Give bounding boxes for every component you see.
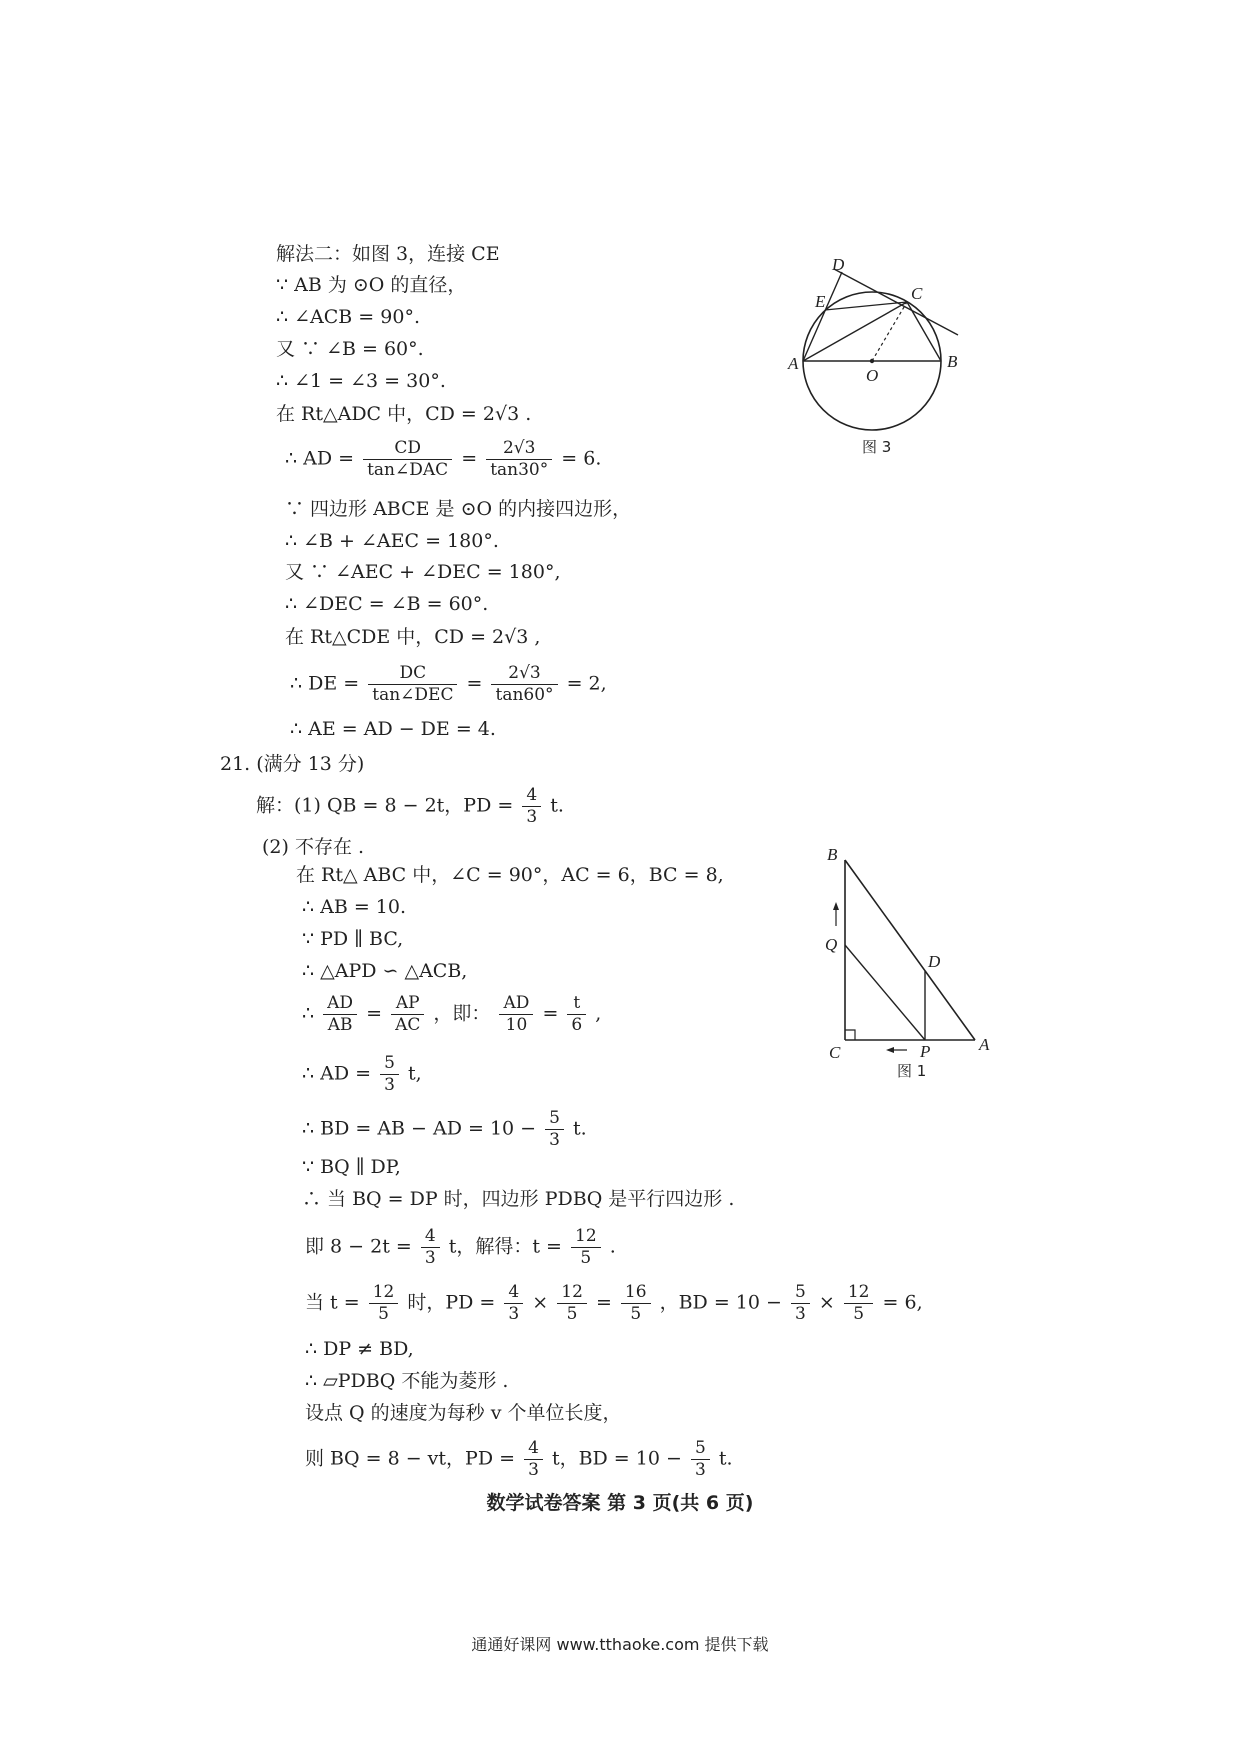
q21-line-7: ∴ $\frac{AD}{AB}$ = $\frac{AP}{AC}$ ，即： $\frac{AD}{10}$ = $\frac{t}{6}$ , <box>302 993 602 1035</box>
label-o: O <box>866 366 879 385</box>
q21-line-8: ∴ AD = $\frac{5}{3}$ t, <box>302 1053 422 1095</box>
label-d: D <box>832 255 845 274</box>
q21-line-6: ∴ △APD ∽ △ACB, <box>302 960 468 982</box>
label-b: B <box>947 352 958 371</box>
q21-title: 21. (满分 13 分) <box>220 753 365 775</box>
fraction: $\frac{12}{5}$ <box>844 1284 874 1323</box>
fraction: $\frac{t}{6}$ <box>567 995 586 1034</box>
tangent-dc <box>834 269 958 335</box>
fraction: $\frac{5}{3}$ <box>791 1284 810 1323</box>
fraction: $\frac{5}{3}$ <box>545 1110 564 1149</box>
fraction: $\frac{4}{3}$ <box>522 787 541 826</box>
method2-line-2: ∴ ∠ACB = 90°. <box>276 306 420 328</box>
method2-line-6: ∴ AD = $\frac{CD}{\text{tan∠DAC}}$ = $\frac{2√3}{\tan 30^\circ}$ = 6. <box>285 438 602 480</box>
fraction: $\frac{DC}{\text{tan∠DEC}}$ <box>368 665 457 704</box>
figure-3-caption: 图 3 <box>862 438 892 455</box>
figure-3-circle-diagram <box>780 255 980 455</box>
label-c: C <box>829 1043 841 1062</box>
label-a: A <box>788 354 799 373</box>
segment-ab <box>845 860 975 1040</box>
method2-line-12: ∴ DE = $\frac{DC}{\text{tan∠DEC}}$ = $\frac{2√3}{\tan 60^\circ}$ = 2, <box>290 663 607 705</box>
right-angle-mark <box>845 1030 855 1040</box>
page-footer: 数学试卷答案 第 3 页(共 6 页) <box>486 1492 754 1514</box>
segment-ad <box>803 272 842 361</box>
arrow-up-head <box>833 902 839 910</box>
q21-line-17: 则 BQ = 8 − vt，PD = $\frac{4}{3}$ t，BD = 10 − $\frac{5}{3}$ t. <box>305 1438 733 1480</box>
method2-line-10: ∴ ∠DEC = ∠B = 60°. <box>285 593 489 615</box>
method2-line-4: ∴ ∠1 = ∠3 = 30°. <box>276 370 446 392</box>
method2-line-8: ∴ ∠B + ∠AEC = 180°. <box>285 530 499 552</box>
method2-line-9: 又 ∵ ∠AEC + ∠DEC = 180°, <box>285 561 561 583</box>
method2-line-7: ∵ 四边形 ABCE 是 ⊙O 的内接四边形， <box>285 498 632 520</box>
q21-line-9: ∴ BD = AB − AD = 10 − $\frac{5}{3}$ t. <box>302 1108 587 1150</box>
q21-line-10: ∵ BQ ∥ DP, <box>302 1156 401 1178</box>
method2-line-1: ∵ AB 为 ⊙O 的直径， <box>276 274 467 296</box>
center-o-dot <box>870 359 874 363</box>
label-p: P <box>920 1042 931 1061</box>
figure-1-triangle-diagram <box>815 840 1000 1100</box>
label-c: C <box>911 284 923 303</box>
label-e: E <box>815 292 826 311</box>
q21-line-3: 在 Rt△ ABC 中，∠C = 90°，AC = 6，BC = 8, <box>296 864 724 886</box>
fraction: $\frac{AD}{AB}$ <box>323 995 357 1034</box>
fraction: $\frac{AP}{AC}$ <box>391 995 424 1034</box>
fraction: $\frac{5}{3}$ <box>380 1055 399 1094</box>
fraction: $\frac{4}{3}$ <box>421 1228 440 1267</box>
method2-line-5: 在 Rt△ADC 中，CD = 2√3 . <box>276 403 532 425</box>
method2-line-3: 又 ∵ ∠B = 60°. <box>276 338 424 360</box>
q21-line-16: 设点 Q 的速度为每秒 v 个单位长度， <box>305 1402 622 1424</box>
method2-heading: 解法二：如图 3，连接 CE <box>276 243 500 265</box>
figure-1-caption: 图 1 <box>897 1062 927 1080</box>
label-b: B <box>827 845 838 864</box>
method2-line-11: 在 Rt△CDE 中，CD = 2√3 , <box>285 626 541 648</box>
segment-oc-dashed <box>872 302 907 361</box>
fraction: $\frac{4}{3}$ <box>524 1440 543 1479</box>
fraction: $\frac{12}{5}$ <box>369 1284 399 1323</box>
fraction: $\frac{2√3}{\tan 60^\circ}$ <box>491 665 557 704</box>
fraction: $\frac{2√3}{\tan 30^\circ}$ <box>486 440 552 479</box>
q21-line-5: ∵ PD ∥ BC, <box>302 928 404 950</box>
label-q: Q <box>825 935 838 954</box>
method2-line-13: ∴ AE = AD − DE = 4. <box>290 718 496 740</box>
q21-line-4: ∴ AB = 10. <box>302 896 407 918</box>
fraction: $\frac{4}{3}$ <box>504 1284 523 1323</box>
q21-line-15: ∴ ▱PDBQ 不能为菱形 . <box>305 1370 509 1392</box>
fraction: $\frac{5}{3}$ <box>691 1440 710 1479</box>
q21-line-11: ∴ 当 BQ = DP 时，四边形 PDBQ 是平行四边形 . <box>302 1188 735 1210</box>
label-d: D <box>928 952 941 971</box>
q21-line-12: 即 8 − 2t = $\frac{4}{3}$ t，解得：t = $\frac{12}{5}$ . <box>305 1226 616 1268</box>
fraction: $\frac{AD}{10}$ <box>499 995 533 1034</box>
fraction: $\frac{CD}{\text{tan∠DAC}}$ <box>363 440 452 479</box>
fraction: $\frac{12}{5}$ <box>557 1284 587 1323</box>
q21-line-14: ∴ DP ≠ BD, <box>305 1338 414 1360</box>
q21-part2: (2) 不存在 . <box>262 836 365 858</box>
q21-part1: 解：(1) QB = 8 − 2t，PD = $\frac{4}{3}$ t. <box>256 785 564 827</box>
label-a: A <box>979 1035 990 1054</box>
site-watermark: 通通好课网 www.tthaoke.com 提供下载 <box>471 1635 769 1654</box>
fraction: $\frac{12}{5}$ <box>571 1228 601 1267</box>
q21-line-13: 当 t = $\frac{12}{5}$ 时，PD = $\frac{4}{3}$ × $\frac{12}{5}$ = $\frac{16}{5}$ ，BD = 10 − $\frac{5}{3}$ × $\frac{12}{5}$ = 6, <box>305 1282 923 1324</box>
segment-qp <box>845 945 925 1040</box>
fraction: $\frac{16}{5}$ <box>621 1284 651 1323</box>
arrow-left-head <box>886 1047 894 1053</box>
